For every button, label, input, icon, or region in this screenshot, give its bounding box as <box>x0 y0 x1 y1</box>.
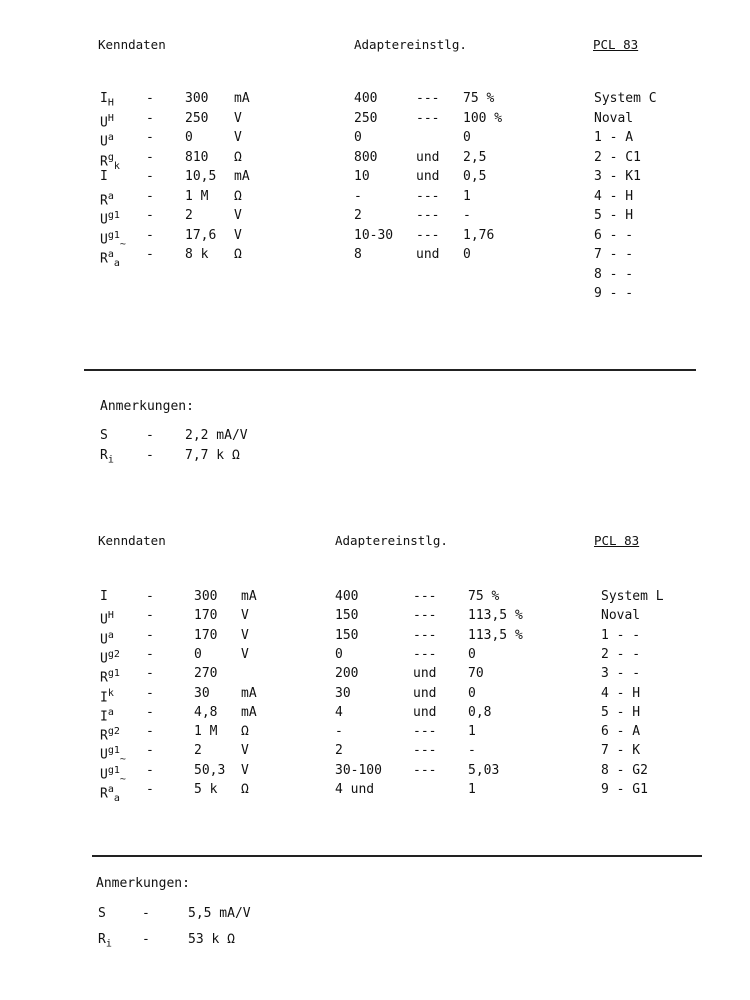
parameter-value: 170 <box>194 608 218 624</box>
pin-assignment: 7 - K <box>601 743 641 759</box>
symbol-superscript: g1 <box>107 229 120 241</box>
symbol-subscript: i <box>107 454 114 466</box>
parameter-symbol: I <box>100 169 108 184</box>
adapter-value-2: 70 <box>468 666 484 682</box>
symbol-superscript: a <box>107 784 114 795</box>
symbol-superscript: H <box>107 112 114 124</box>
adapter-value-1: 0 <box>335 646 343 662</box>
parameter-symbol: $I^k$ <box>100 687 114 705</box>
adapter-value-2: 0,5 <box>463 169 487 184</box>
parameter-value: 810 <box>185 149 209 165</box>
parameter-unit: Ω <box>234 188 242 204</box>
parameter-value: 2 <box>185 208 193 223</box>
adapter-value-2: 0,8 <box>468 704 492 720</box>
equals-dash: - <box>146 627 154 643</box>
adapter-connector: --- <box>416 208 440 223</box>
parameter-value: 300 <box>185 91 209 106</box>
parameter-unit: mA <box>234 91 250 106</box>
symbol-subscript: i <box>105 938 112 950</box>
pin-assignment: 4 - H <box>594 188 634 204</box>
adapter-value-2: 100 % <box>463 110 503 126</box>
adapter-value-2: 75 % <box>468 589 500 604</box>
pin-assignment: 4 - H <box>601 685 641 701</box>
equals-dash: - <box>146 704 154 720</box>
pin-assignment: 8 - - <box>594 266 634 282</box>
parameter-value: 5 k <box>194 782 218 797</box>
adapter-connector: und <box>416 169 440 184</box>
adapter-connector: und <box>416 247 440 262</box>
tube-type-heading: PCL 83 <box>593 37 639 52</box>
parameter-unit: Ω <box>234 149 242 165</box>
symbol-subscript: a <box>113 792 120 804</box>
parameter-unit: V <box>241 646 249 662</box>
adapter-connector: --- <box>413 743 437 759</box>
parameter-symbol: $I^a$ <box>100 706 114 725</box>
parameter-unit: mA <box>241 685 257 701</box>
adapter-value-1: 2 <box>335 743 343 759</box>
note-symbol: $R_i$ <box>100 448 114 466</box>
adapter-value-2: 113,5 % <box>468 627 523 643</box>
symbol-superscript: g1 <box>107 668 120 680</box>
parameter-unit: mA <box>241 589 257 604</box>
symbol-superscript: g2 <box>107 648 120 660</box>
adapter-value-2: 0 <box>463 130 471 145</box>
notes-heading: Anmerkungen: <box>96 876 190 891</box>
system-label: System L <box>601 589 664 604</box>
parameter-unit: V <box>241 627 249 643</box>
adapter-value-1: 400 <box>335 589 359 604</box>
equals-dash: - <box>146 188 154 204</box>
adapter-connector: und <box>413 666 437 682</box>
adapter-value-2: 1 <box>463 188 471 204</box>
equals-dash: - <box>146 646 154 662</box>
system-label: System C <box>594 91 657 106</box>
adapter-value-2: - <box>468 743 476 759</box>
parameter-symbol: $R^a$ <box>100 190 114 208</box>
note-symbol: S <box>98 906 106 921</box>
note-value: 7,7 k Ω <box>185 448 240 463</box>
adapter-value-2: 0 <box>463 247 471 262</box>
parameter-unit: V <box>234 208 242 223</box>
adapter-value-1: - <box>335 724 343 740</box>
kenndaten-heading: Kenndaten <box>98 533 166 548</box>
adapter-value-1: 10 <box>354 169 370 184</box>
adapter-value-2: 113,5 % <box>468 608 523 624</box>
parameter-value: 250 <box>185 110 209 126</box>
adapter-connector: --- <box>416 91 440 106</box>
parameter-unit: V <box>241 762 249 778</box>
parameter-value: 0 <box>185 130 193 145</box>
equals-dash: - <box>146 247 154 262</box>
parameter-symbol: $U^a$ <box>100 132 114 150</box>
parameter-unit: Ω <box>234 247 242 262</box>
adapter-value-2: 5,03 <box>468 762 500 778</box>
pin-assignment: 1 - - <box>601 627 641 643</box>
adapter-value-1: 400 <box>354 91 378 106</box>
adapter-connector: --- <box>413 589 437 604</box>
note-value: 53 k Ω <box>188 932 235 947</box>
parameter-value: 10,5 <box>185 169 217 184</box>
equals-dash: - <box>146 743 154 759</box>
adapter-connector: --- <box>416 188 440 204</box>
note-value: 5,5 mA/V <box>188 906 251 921</box>
adapter-connector: und <box>413 704 437 720</box>
parameter-symbol: $U^{g1}_\sim$ <box>100 764 126 785</box>
pin-assignment: 6 - A <box>601 724 641 740</box>
symbol-superscript: g1 <box>107 764 120 776</box>
adapter-value-1: 800 <box>354 149 378 165</box>
parameter-unit: V <box>234 110 242 126</box>
adapter-value-1: - <box>354 188 362 204</box>
symbol-superscript: a <box>107 629 114 641</box>
parameter-value: 1 M <box>185 188 209 204</box>
equals-dash: - <box>146 227 154 243</box>
equals-dash: - <box>146 149 154 165</box>
parameter-value: 270 <box>194 666 218 682</box>
symbol-superscript: g2 <box>107 726 120 738</box>
symbol-subscript: H <box>107 97 114 109</box>
pin-assignment: 9 - - <box>594 286 634 301</box>
section-divider <box>84 369 696 371</box>
adapter-value-1: 4 <box>335 704 343 720</box>
adapter-value-1: 250 <box>354 110 378 126</box>
parameter-value: 170 <box>194 627 218 643</box>
parameter-symbol: $U^H$ <box>100 610 114 628</box>
adapter-connector: --- <box>413 627 437 643</box>
adapter-value-1: 150 <box>335 627 359 643</box>
equals-dash: - <box>146 110 154 126</box>
pin-assignment: 1 - A <box>594 130 634 145</box>
note-symbol: $R_i$ <box>98 932 112 950</box>
adapter-value-2: 2,5 <box>463 149 487 165</box>
parameter-unit: V <box>234 227 242 243</box>
parameter-unit: Ω <box>241 724 249 740</box>
parameter-value: 4,8 <box>194 704 218 720</box>
equals-dash: - <box>142 906 150 921</box>
pin-assignment: 5 - H <box>601 704 641 720</box>
equals-dash: - <box>146 782 154 797</box>
parameter-symbol: $R^a_a$ <box>100 249 120 269</box>
parameter-value: 17,6 <box>185 227 217 243</box>
parameter-unit: V <box>241 608 249 624</box>
adapter-value-1: 2 <box>354 208 362 223</box>
kenndaten-heading: Kenndaten <box>98 37 166 52</box>
symbol-subscript: ~ <box>119 238 126 250</box>
adapter-value-1: 30-100 <box>335 762 382 778</box>
parameter-unit: mA <box>241 704 257 720</box>
parameter-value: 30 <box>194 685 210 701</box>
symbol-superscript: g1 <box>107 210 120 221</box>
parameter-symbol: I <box>100 589 108 604</box>
adapter-heading: Adaptereinstlg. <box>354 37 467 52</box>
parameter-value: 2 <box>194 743 202 759</box>
parameter-value: 300 <box>194 589 218 604</box>
parameter-symbol: $R^{g1}$ <box>100 668 120 686</box>
pin-assignment: 6 - - <box>594 227 634 243</box>
parameter-symbol: $R^a_a$ <box>100 784 120 804</box>
equals-dash: - <box>146 91 154 106</box>
pin-assignment: 3 - - <box>601 666 641 682</box>
symbol-superscript: g <box>107 151 114 163</box>
symbol-subscript: ~ <box>119 773 126 785</box>
parameter-unit: mA <box>234 169 250 184</box>
adapter-value-1: 200 <box>335 666 359 682</box>
adapter-connector: --- <box>416 110 440 126</box>
parameter-symbol: $U^a$ <box>100 629 114 647</box>
symbol-superscript: H <box>107 610 114 622</box>
symbol-superscript: a <box>107 706 114 718</box>
pin-assignment: 2 - - <box>601 646 641 662</box>
adapter-connector: --- <box>413 724 437 740</box>
parameter-symbol: $U^H$ <box>100 112 114 130</box>
pin-assignment: 8 - G2 <box>601 762 648 778</box>
adapter-value-2: - <box>463 208 471 223</box>
equals-dash: - <box>146 666 154 682</box>
parameter-symbol: $U^{g1}$ <box>100 210 120 228</box>
pin-assignment: 9 - G1 <box>601 782 648 797</box>
adapter-value-2: 75 % <box>463 91 495 106</box>
adapter-value-1: 150 <box>335 608 359 624</box>
pin-assignment: 2 - C1 <box>594 149 641 165</box>
system-label: Noval <box>601 608 641 624</box>
symbol-superscript: a <box>107 190 114 202</box>
equals-dash: - <box>146 448 154 463</box>
adapter-value-2: 0 <box>468 685 476 701</box>
note-value: 2,2 mA/V <box>185 428 248 443</box>
parameter-value: 1 M <box>194 724 218 740</box>
parameter-value: 50,3 <box>194 762 226 778</box>
parameter-unit: V <box>234 130 242 145</box>
equals-dash: - <box>146 724 154 740</box>
section-divider <box>92 855 702 857</box>
adapter-value-2: 1 <box>468 782 476 797</box>
equals-dash: - <box>146 428 154 443</box>
adapter-value-1: 30 <box>335 685 351 701</box>
adapter-connector: --- <box>413 762 437 778</box>
pin-assignment: 7 - - <box>594 247 634 262</box>
adapter-heading: Adaptereinstlg. <box>335 533 448 548</box>
equals-dash: - <box>146 130 154 145</box>
parameter-unit: V <box>241 743 249 759</box>
adapter-value-1: 4 und <box>335 782 375 797</box>
adapter-connector: --- <box>413 608 437 624</box>
equals-dash: - <box>146 589 154 604</box>
symbol-subscript: a <box>113 257 120 269</box>
parameter-unit: Ω <box>241 782 249 797</box>
equals-dash: - <box>146 762 154 778</box>
note-symbol: S <box>100 428 108 443</box>
adapter-connector: --- <box>416 227 440 243</box>
system-label: Noval <box>594 110 634 126</box>
equals-dash: - <box>146 685 154 701</box>
parameter-symbol: $I_H$ <box>100 91 114 109</box>
parameter-value: 8 k <box>185 247 209 262</box>
equals-dash: - <box>146 208 154 223</box>
parameter-symbol: $R^g_k$ <box>100 151 120 172</box>
adapter-value-2: 0 <box>468 646 476 662</box>
adapter-value-1: 0 <box>354 130 362 145</box>
adapter-value-2: 1,76 <box>463 227 495 243</box>
equals-dash: - <box>142 932 150 947</box>
symbol-superscript: k <box>107 687 114 699</box>
symbol-superscript: a <box>107 249 114 260</box>
adapter-connector: und <box>416 149 440 165</box>
adapter-connector: --- <box>413 646 437 662</box>
tube-type-heading: PCL 83 <box>594 533 640 548</box>
parameter-value: 0 <box>194 646 202 662</box>
pin-assignment: 3 - K1 <box>594 169 641 184</box>
parameter-symbol: $U^{g1}_\sim$ <box>100 229 126 250</box>
parameter-symbol: $U^{g2}$ <box>100 648 120 667</box>
equals-dash: - <box>146 608 154 624</box>
parameter-symbol: $R^{g2}$ <box>100 726 120 744</box>
symbol-superscript: g1 <box>107 745 120 757</box>
adapter-value-1: 8 <box>354 247 362 262</box>
symbol-subscript: k <box>113 160 120 172</box>
pin-assignment: 5 - H <box>594 208 634 223</box>
adapter-connector: und <box>413 685 437 701</box>
symbol-subscript: ~ <box>119 754 126 766</box>
notes-heading: Anmerkungen: <box>100 399 194 414</box>
adapter-value-2: 1 <box>468 724 476 740</box>
symbol-superscript: a <box>107 132 114 143</box>
parameter-symbol: $U^{g1}_\sim$ <box>100 745 126 766</box>
adapter-value-1: 10-30 <box>354 227 394 243</box>
equals-dash: - <box>146 169 154 184</box>
